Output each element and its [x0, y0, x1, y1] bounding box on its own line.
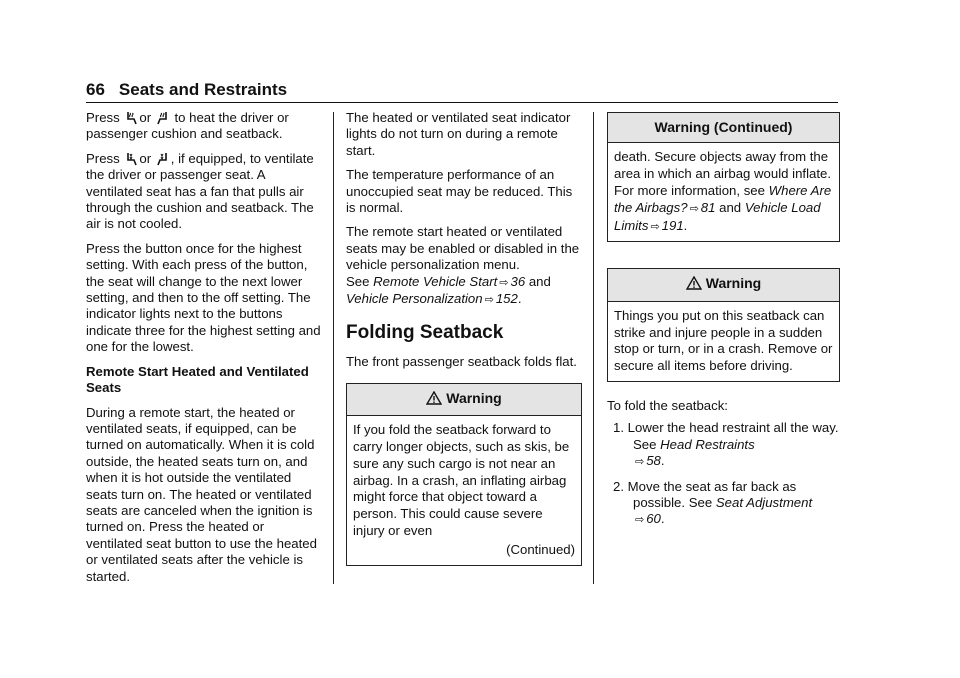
step-number: 2. [613, 478, 624, 494]
warning-title: Warning [446, 389, 502, 406]
heading-folding-seatback: Folding Seatback [346, 322, 504, 344]
list-item: 2. Move the seat as far back as possible. See Seat Adjustment ⇨ 60. [613, 478, 813, 527]
warning-title: Warning [705, 275, 762, 292]
page-ref-arrow-icon: ⇨ [650, 220, 660, 233]
page-ref[interactable]: 81 [700, 199, 716, 215]
link-remote-vehicle-start[interactable]: Remote Vehicle Start [373, 273, 498, 289]
ventilated-seat-driver-icon [125, 152, 137, 165]
text: See [346, 273, 370, 289]
paragraph-folds-flat: The front passenger seatback folds flat. [346, 354, 577, 370]
fold-steps-list [607, 420, 840, 528]
page-ref-arrow-icon: ⇨ [635, 456, 645, 469]
warning-triangle-icon [686, 276, 702, 293]
warning-triangle-icon [426, 391, 442, 408]
continued-label: (Continued) [506, 541, 575, 557]
subheading-remote-start: Remote Start Heated and Ventilated Seats [86, 363, 309, 396]
text: The remote start heated or ventilated seats may be enabled or disabled in the vehicle personalization menu. [346, 224, 580, 273]
text: Press [86, 150, 120, 166]
step-number: 1. [613, 420, 624, 436]
text: or [139, 150, 152, 166]
page-number: 66 [86, 80, 105, 99]
paragraph-temperature: The temperature performance of an unoccupied seat may be reduced. This is normal. [346, 167, 573, 216]
list-item: 1. Lower the head restraint all the way. See Head Restraints ⇨ 58. [613, 420, 839, 469]
ventilated-seat-passenger-icon [157, 152, 169, 165]
paragraph-ventilate [86, 151, 322, 233]
header-rule [86, 102, 838, 103]
link-seat-adjustment[interactable]: Seat Adjustment [715, 495, 813, 511]
warning-header: Warning (Continued) [608, 113, 839, 143]
heated-seatback-passenger-icon [157, 111, 169, 124]
warning-box-2 [607, 268, 840, 382]
column-middle [346, 110, 582, 566]
warning-body [347, 416, 581, 564]
link-where-are-airbags[interactable]: Where Are the Airbags? [614, 183, 832, 215]
paragraph-fold-intro: To fold the seatback: [607, 397, 728, 413]
text: Press [86, 110, 120, 125]
page-ref[interactable]: 58 [646, 453, 661, 469]
paragraph-personalization: The remote start heated or ventilated seats may be enabled or disabled in the vehicle personalization menu. See Remote Vehicle Start ⇨ 36 and Vehicle Personalization ⇨ 152. [346, 224, 580, 307]
warning-header [347, 384, 581, 416]
heated-seat-driver-icon [125, 111, 137, 124]
page-ref-arrow-icon: ⇨ [689, 202, 699, 215]
page-ref[interactable]: 36 [510, 273, 526, 289]
warning-box [346, 383, 582, 566]
warning-header [608, 269, 839, 301]
text: or [139, 110, 152, 125]
text: to heat the driver or passenger cushion and seatback. [86, 110, 289, 142]
page-ref[interactable]: 152 [495, 291, 518, 307]
link-vehicle-personalization[interactable]: Vehicle Personalization [346, 291, 483, 307]
page-ref-arrow-icon: ⇨ [484, 294, 494, 307]
page-ref-arrow-icon: ⇨ [635, 514, 645, 527]
warning-text: If you fold the seatback forward to carry longer objects, such as skis, be sure any such cargo is not near an airbag. In a crash, an inflating airbag might force that object toward a person. This could cause severe injury or even [353, 422, 570, 539]
warning-body: Things you put on this seatback can strike and injure people in a sudden stop or turn, or in a crash. Remove or secure all items before driving. [614, 307, 833, 374]
link-head-restraints[interactable]: Head Restraints [660, 436, 755, 452]
paragraph-settings: Press the button once for the highest setting. With each press of the button, the seat will change to the next lower setting, and then to the off setting. The indicator lights next to the buttons indicate three for the highest setting and one for the lowest. [86, 240, 321, 355]
column-right [607, 112, 840, 537]
paragraph-indicator: The heated or ventilated seat indicator lights do not turn on during a remote start. [346, 110, 571, 158]
paragraph-heat [86, 110, 322, 143]
step-text: Lower the head restraint all the way. See [627, 420, 839, 452]
paragraph-remote-start: During a remote start, the heated or ventilated seats, if equipped, can be turned on automatically. When it is cold outside, the heated seats turn on, and when it is hot outside the ventilated seats turn on. The heated or ventilated seats are canceled when the ignition is turned on. Press the heated or ventilated seat button to use the heated or ventilated seats after the vehicle is started. [86, 404, 317, 584]
text: and [719, 199, 742, 215]
page-ref-arrow-icon: ⇨ [499, 276, 509, 289]
column-divider-1 [333, 112, 334, 584]
page-ref[interactable]: 60 [646, 511, 661, 527]
text: , if equipped, to ventilate the driver or passenger seat. A ventilated seat has a fan that pulls air through the cushion and seatback. The air is not cooled. [86, 150, 314, 232]
text: and [528, 273, 551, 289]
page-ref[interactable]: 191 [661, 217, 684, 233]
page-header [86, 80, 838, 100]
warning-text: death. Secure objects away from the area in which an airbag would inflate. For more information, see [614, 149, 831, 198]
column-divider-2 [593, 112, 594, 584]
column-left [86, 110, 322, 593]
section-title: Seats and Restraints [118, 80, 288, 99]
warning-continued-box [607, 112, 840, 242]
step-text: Move the seat as far back as possible. See [627, 478, 797, 511]
link-vehicle-load-limits[interactable]: Vehicle Load Limits [614, 199, 821, 233]
warning-body: death. Secure objects away from the area in which an airbag would inflate. For more information, see Where Are the Airbags? ⇨ 81 and Vehicle Load Limits ⇨ 191. [614, 149, 832, 233]
